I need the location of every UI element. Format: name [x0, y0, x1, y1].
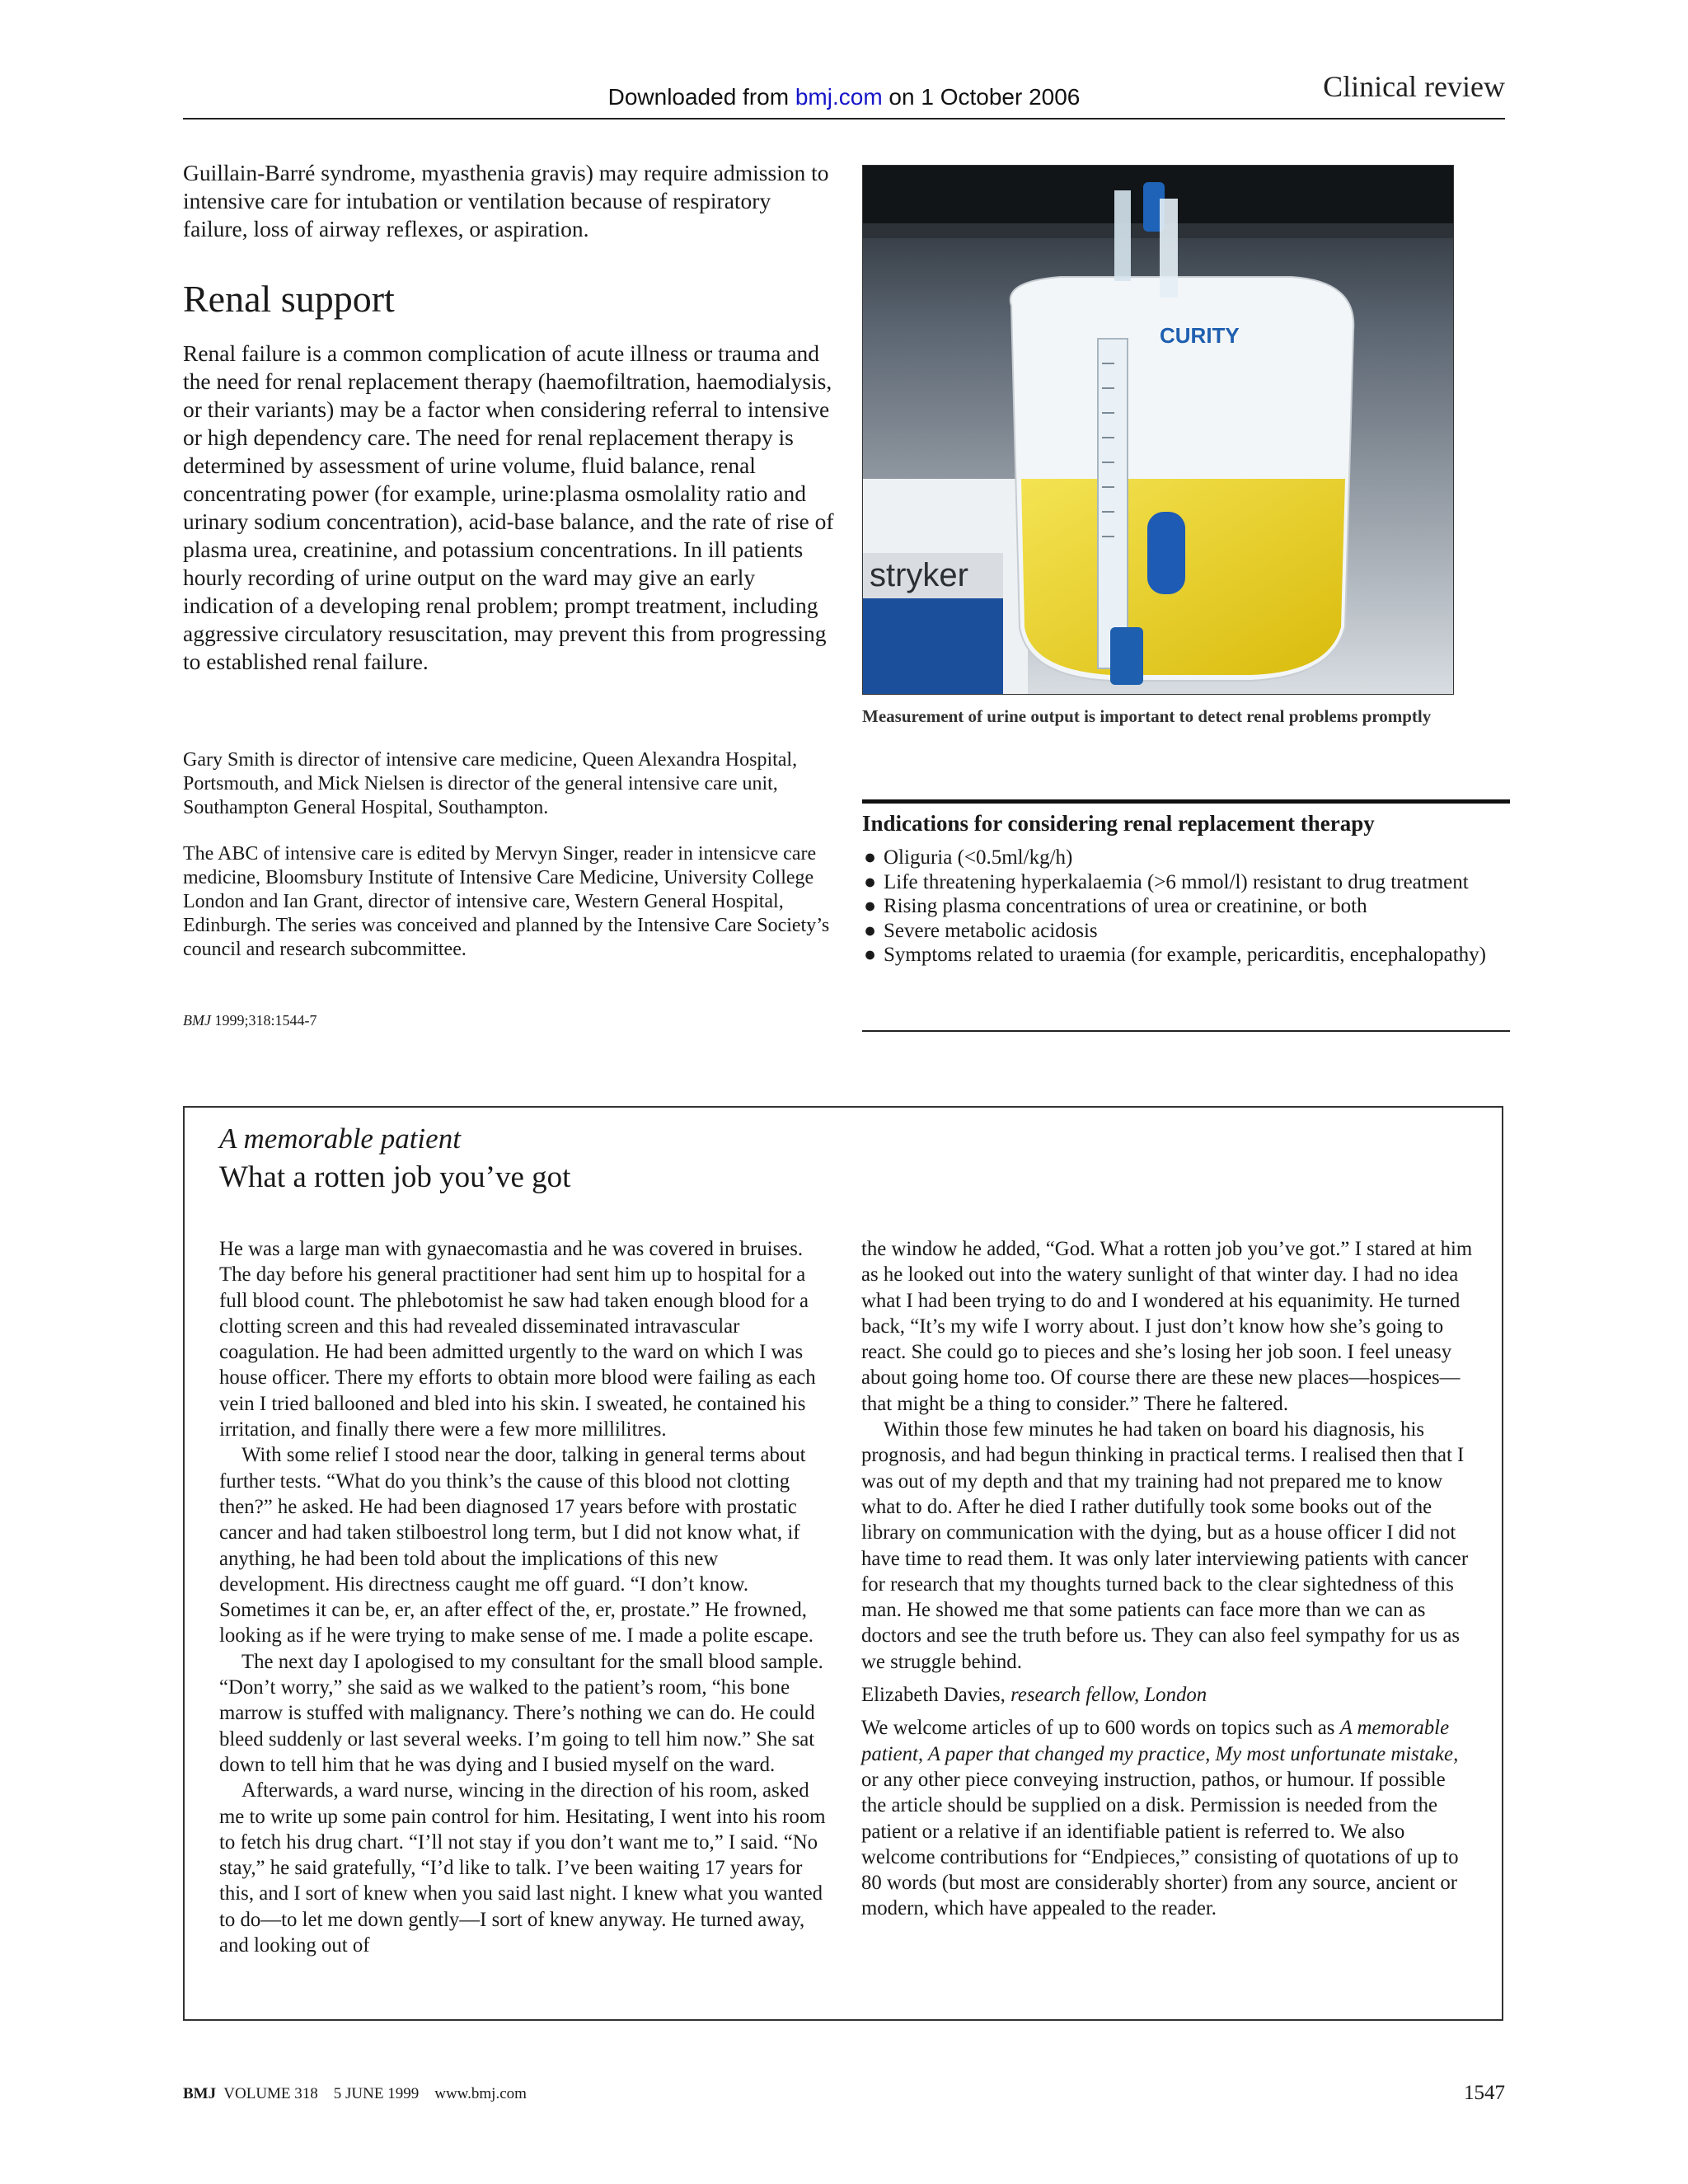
citation-journal: BMJ: [183, 1012, 211, 1029]
list-item: [862, 943, 1510, 968]
renal-support-paragraph: Renal failure is a common complication of acute illness or trauma and the need for renal replacement therapy (haemofiltration, haemodialysis, or their variants) may be a factor when considering referral to intensive or high dependency care. The need for renal replacement therapy is determined by assessment of urine volume, fluid balance, renal concentrating power (for example, urine:plasma osmolality ratio and urinary sodium concentration), acid-base balance, and the rate of rise of plasma urea, creatinine, and potassium concentrations. In ill patients hourly recording of urine output on the ward may give an early indication of a developing renal problem; prompt treatment, including aggressive circulatory resuscitation, may prevent this from progressing to established renal failure.: [183, 340, 834, 674]
stand-brand-text: stryker: [870, 557, 968, 593]
footer-journal: BMJ: [183, 2085, 217, 2102]
download-suffix: on 1 October 2006: [882, 84, 1081, 110]
section-label: Clinical review: [1323, 70, 1505, 103]
list-item-text: Oliguria (<0.5ml/kg/h): [884, 846, 1073, 869]
signoff-name: Elizabeth Davies,: [861, 1684, 1011, 1707]
footer-journal-info: [183, 2085, 527, 2103]
author-signoff: [861, 1682, 1475, 1708]
header-rule: [183, 118, 1505, 120]
page-number: 1547: [1464, 2082, 1505, 2104]
box-title: What a rotten job you’ve got: [219, 1160, 571, 1194]
bullet-icon: ●: [864, 895, 877, 917]
submission-note: [861, 1715, 1475, 1921]
list-item: [862, 846, 1510, 870]
author-note: Gary Smith is director of intensive care medicine, Queen Alexandra Hospital, Portsmouth, and Mick Nielsen is director of the general intensive care unit, Southampton General Hospital, Southampton.: [183, 749, 798, 818]
story-paragraph: With some relief I stood near the door, talking in general terms about further tests. “What do you think’s the cause of this blood not clotting then?” he asked. He had been diagnosed 17 years before with prostatic cancer and had taken stilboestrol long term, but I did not know what, if anything, he had been told about the implications of this new development. His directness caught me off guard. “I don’t know. Sometimes it can be, er, an after effect of the, er, prostate.” He frowned, looking as if he were trying to make sense of me. I made a polite escape.: [219, 1444, 814, 1647]
list-item: [862, 870, 1510, 895]
indications-title: Indications for considering renal replacement therapy: [862, 811, 1375, 836]
story-paragraph: the window he added, “God. What a rotten job you’ve got.” I stared at him as he looked out into the watery sunlight of that winter day. I had no idea what I had been trying to do and I wondered at his equanimity. He turned back, “It’s my wife I worry about. I just don’t know how she’s going to react. She could go to pieces and she’s losing her job soon. I feel uneasy about going home too. Of course there are these new places—hospices—that might be a thing to consider.” There he faltered.: [861, 1238, 1473, 1415]
bullet-icon: ●: [864, 919, 877, 942]
indications-bottom-rule: [862, 1030, 1510, 1032]
list-item-text: Life threatening hyperkalaemia (>6 mmol/l) resistant to drug treatment: [884, 870, 1469, 893]
indications-top-rule: [862, 799, 1510, 804]
welcome-start: We welcome articles of up to 600 words on topics such as: [861, 1717, 1340, 1740]
citation: [183, 1012, 316, 1029]
section-heading: Renal support: [183, 278, 395, 320]
bullet-icon: ●: [864, 944, 877, 966]
download-prefix: Downloaded from: [607, 84, 795, 110]
story-right-column: [861, 1236, 1475, 1922]
indications-list: [862, 846, 1510, 968]
bullet-icon: ●: [864, 846, 877, 869]
box-kicker: A memorable patient: [219, 1122, 461, 1155]
urine-bag-photo: [862, 165, 1454, 695]
story-left-column: [219, 1236, 833, 1958]
bmj-link[interactable]: bmj.com: [795, 84, 883, 110]
citation-ref: 1999;318:1544-7: [210, 1012, 317, 1029]
footer-issue: VOLUME 318 5 JUNE 1999 www.bmj.com: [216, 2085, 527, 2102]
story-paragraph: Within those few minutes he had taken on board his diagnosis, his prognosis, and had begun thinking in practical terms. I realised then that I was out of my depth and that my training had not prepared me to know what to do. After he died I rather dutifully took some books out of the library on communication with the dying, but as a house officer I did not have time to read them. It was only later interviewing patients with cancer for research that my thoughts turned back to the clear sightedness of this man. He showed me that some patients can face more than we can as doctors and see the truth before us. They can also feel sympathy for us as we struggle behind.: [861, 1418, 1469, 1673]
list-item: [862, 894, 1510, 919]
intro-paragraph: Guillain-Barré syndrome, myasthenia gravis) may require admission to intensive care for intubation or ventilation because of respiratory failure, loss of airway reflexes, or aspiration.: [183, 160, 829, 241]
bag-brand-text: CURITY: [1160, 323, 1240, 348]
figure-caption: Measurement of urine output is important to detect renal problems promptly: [862, 706, 1432, 726]
list-item: [862, 919, 1510, 944]
signoff-role: research fellow, London: [1010, 1684, 1207, 1707]
editor-note: The ABC of intensive care is edited by Mervyn Singer, reader in intensicve care medicine, Bloomsbury Institute of Intensive Care Medicine, University College London and Ian Grant, director of intensive care, Western General Hospital, Edinburgh. The series was conceived and planned by the Intensive Care Society’s council and research subcommittee.: [183, 843, 830, 960]
urine-bag-illustration: [863, 166, 1453, 694]
list-item-text: Rising plasma concentrations of urea or creatinine, or both: [884, 895, 1367, 917]
welcome-end: or any other piece conveying instruction, pathos, or humour. If possible the article should be supplied on a disk. Permission is needed from the patient or a relative if an identifiable patient is referred to. We also welcome contributions for “Endpieces,” consisting of quotations of up to 80 words (but most are considerably shorter) from any source, ancient or modern, which have appealed to the reader.: [861, 1768, 1459, 1920]
story-paragraph: Afterwards, a ward nurse, wincing in the direction of his room, asked me to write up some pain control for him. Hesitating, I went into his room to fetch his drug chart. “I’ll not stay if you don’t want me to,” I said. “No stay,” he said gratefully, “I’d like to talk. I’ve been waiting 17 years for this, and I sort of knew when you said last night. I knew what you wanted to do—to let me down gently—I sort of knew anyway. He turned away, and looking out of: [219, 1779, 826, 1957]
story-paragraph: The next day I apologised to my consultant for the small blood sample. “Don’t worry,” she said as we walked to the patient’s room, “his bone marrow is stuffed with malignancy. There’s nothing we can do. He could bleed suddenly or last several weeks. I’m going to tell him now.” She sat down to tell him that he was dying and I busied myself on the ward.: [219, 1650, 823, 1776]
list-item-text: Severe metabolic acidosis: [884, 919, 1098, 942]
story-paragraph: He was a large man with gynaecomastia and he was covered in bruises. The day before his general practitioner had sent him up to hospital for a full blood count. The phlebotomist he saw had taken enough blood for a clotting screen and this had revealed disseminated intravascular coagulation. He had been admitted urgently to the ward on which I was house officer. There my efforts to obtain more blood were failing as each vein I tried ballooned and bled into his skin. I sweated, he contained his irritation, and finally there were a few more millilitres.: [219, 1238, 816, 1441]
list-item-text: Symptoms related to uraemia (for example, pericarditis, encephalopathy): [884, 944, 1486, 966]
bullet-icon: ●: [864, 870, 877, 893]
welcome-italic: A memorable patient, A paper that changed my practice, My most unfortunate mistake,: [861, 1717, 1459, 1765]
